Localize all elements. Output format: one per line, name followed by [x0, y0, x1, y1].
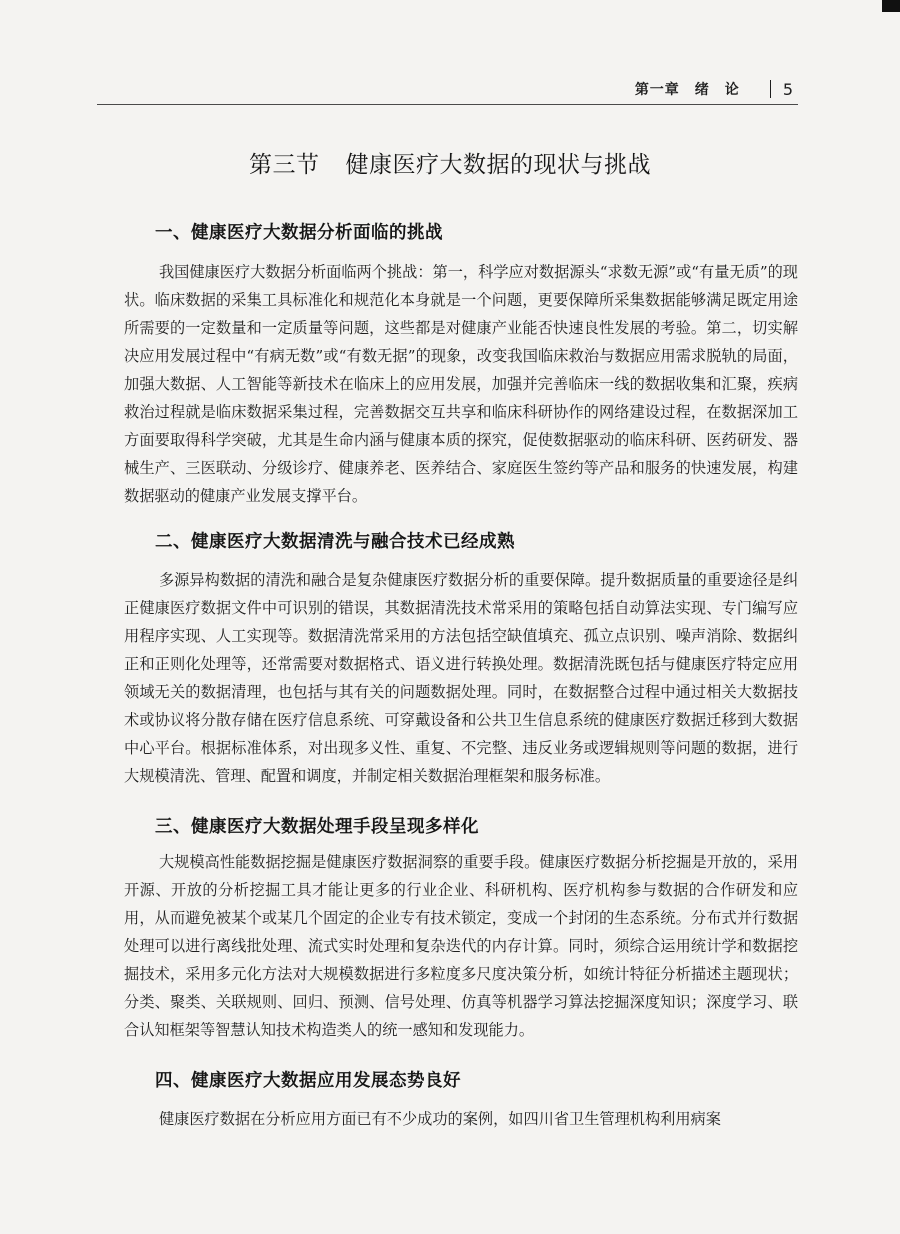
chapter-title: 第一章 绪 论	[634, 82, 740, 98]
running-head	[635, 79, 794, 99]
section-title-text: 健康医疗大数据的现状与挑战	[345, 152, 651, 178]
page-number: 5	[782, 79, 794, 99]
corner-mark	[882, 0, 900, 12]
subsection-heading-3: 三、健康医疗大数据处理手段呈现多样化	[155, 817, 479, 837]
subsection-heading-1: 一、健康医疗大数据分析面临的挑战	[155, 223, 443, 243]
header-rule	[97, 104, 798, 105]
subsection-heading-2: 二、健康医疗大数据清洗与融合技术已经成熟	[155, 532, 515, 552]
subsection-paragraph-3: 大规模高性能数据挖掘是健康医疗数据洞察的重要手段。健康医疗数据分析挖掘是开放的，采用开源、开放的分析挖掘工具才能让更多的行业企业、科研机构、医疗机构参与数据的合作研发和应用，从而避免被某个或某几个固定的企业专有技术锁定，变成一个封闭的生态系统。分布式并行数据处理可以进行离线批处理、流式实时处理和复杂迭代的内存计算。同时，须综合运用统计学和数据挖掘技术，采用多元化方法对大规模数据进行多粒度多尺度决策分析，如统计特征分析描述主题现状；分类、聚类、关联规则、回归、预测、信号处理、仿真等机器学习算法挖掘深度知识；深度学习、联合认知框架等智慧认知技术构造类人的统一感知和发现能力。	[124, 853, 798, 1039]
subsection-paragraph-2: 多源异构数据的清洗和融合是复杂健康医疗数据分析的重要保障。提升数据质量的重要途径是纠正健康医疗数据文件中可识别的错误，其数据清洗技术常采用的策略包括自动算法实现、专门编写应用程序实现、人工实现等。数据清洗常采用的方法包括空缺值填充、孤立点识别、噪声消除、数据纠正和正则化处理等，还常需要对数据格式、语义进行转换处理。数据清洗既包括与健康医疗特定应用领域无关的数据清理，也包括与其有关的问题数据处理。同时，在数据整合过程中通过相关大数据技术或协议将分散存储在医疗信息系统、可穿戴设备和公共卫生信息系统的健康医疗数据迁移到大数据中心平台。根据标准体系，对出现多义性、重复、不完整、违反业务或逻辑规则等问题的数据，进行大规模清洗、管理、配置和调度，并制定相关数据治理框架和服务标准。	[124, 571, 798, 785]
section-number: 第三节	[249, 152, 320, 178]
subsection-paragraph-4: 健康医疗数据在分析应用方面已有不少成功的案例，如四川省卫生管理机构利用病案	[158, 1110, 721, 1128]
section-title	[0, 146, 900, 179]
subsection-paragraph-1: 我国健康医疗大数据分析面临两个挑战：第一，科学应对数据源头“求数无源”或“有量无质”的现状。临床数据的采集工具标准化和规范化本身就是一个问题，更要保障所采集数据能够满足既定用途所需要的一定数量和一定质量等问题，这些都是对健康产业能否快速良性发展的考验。第二，切实解决应用发展过程中“有病无数”或“有数无据”的现象，改变我国临床救治与数据应用需求脱轨的局面，加强大数据、人工智能等新技术在临床上的应用发展，加强并完善临床一线的数据收集和汇聚，疾病救治过程就是临床数据采集过程，完善数据交互共享和临床科研协作的网络建设过程，在数据深加工方面要取得科学突破，尤其是生命内涵与健康本质的探究，促使数据驱动的临床科研、医药研发、器械生产、三医联动、分级诊疗、健康养老、医养结合、家庭医生签约等产品和服务的快速发展，构建数据驱动的健康产业发展支撑平台。	[124, 263, 798, 505]
subsection-heading-4: 四、健康医疗大数据应用发展态势良好	[155, 1071, 461, 1091]
header-divider	[770, 80, 771, 98]
